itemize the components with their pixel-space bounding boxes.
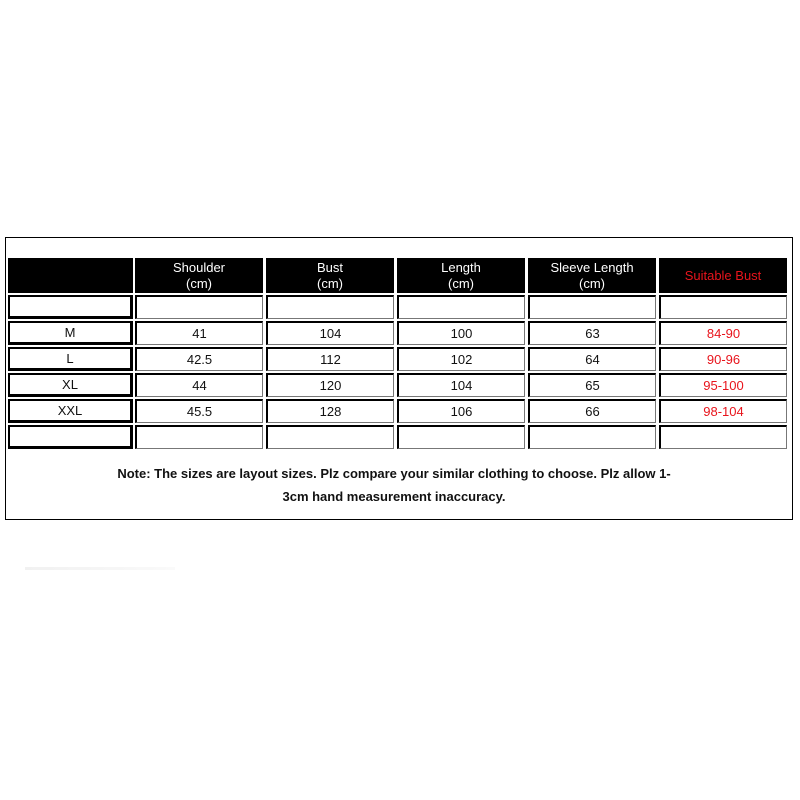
table-cell — [397, 373, 525, 397]
size-label: XXL — [57, 402, 83, 418]
cell-value: 104 — [319, 325, 342, 341]
size-label: XL — [62, 376, 78, 392]
cell-value: 98-104 — [703, 403, 744, 419]
table-cell — [397, 347, 525, 371]
size-note — [0, 462, 788, 508]
table-cell — [528, 399, 656, 423]
table-cell — [135, 399, 263, 423]
table-cell — [528, 373, 656, 397]
size-note-line-1: Note: The sizes are layout sizes. Plz compare your similar clothing to choose. Plz allow 1- — [117, 466, 671, 481]
cell-value: 45.5 — [186, 403, 213, 419]
table-cell — [266, 347, 394, 371]
table-cell — [659, 295, 787, 319]
cell-value: 90-96 — [706, 351, 741, 367]
header-cell — [266, 258, 394, 293]
size-label: M — [64, 324, 76, 340]
table-cell — [659, 399, 787, 423]
header-cell-label: Shoulder (cm) — [172, 259, 226, 291]
size-label-cell — [8, 347, 133, 371]
size-label: L — [66, 350, 74, 366]
cell-value: 42.5 — [186, 351, 213, 367]
table-cell — [528, 295, 656, 319]
table-cell — [266, 425, 394, 449]
table-cell — [266, 373, 394, 397]
size-label-cell — [8, 425, 133, 449]
cell-value: 65 — [585, 377, 600, 393]
size-label-cell — [8, 295, 133, 319]
cell-value: 44 — [192, 377, 207, 393]
cell-value: 66 — [585, 403, 600, 419]
table-cell — [528, 425, 656, 449]
table-cell — [135, 373, 263, 397]
table-cell — [528, 321, 656, 345]
cell-value: 84-90 — [706, 325, 741, 341]
size-label-cell — [8, 373, 133, 397]
cell-value: 64 — [585, 351, 600, 367]
cell-value: 63 — [585, 325, 600, 341]
header-cell-blank — [8, 258, 133, 293]
table-cell — [659, 321, 787, 345]
table-cell — [266, 399, 394, 423]
header-cell — [528, 258, 656, 293]
cell-value: 41 — [192, 325, 207, 341]
cell-value: 100 — [450, 325, 473, 341]
header-cell — [135, 258, 263, 293]
header-cell-label: Length (cm) — [441, 259, 481, 291]
cell-value: 128 — [319, 403, 342, 419]
table-cell — [397, 399, 525, 423]
table-cell — [135, 347, 263, 371]
header-cell-label: Sleeve Length (cm) — [550, 259, 634, 291]
table-cell — [528, 347, 656, 371]
table-cell — [135, 321, 263, 345]
cell-value: 106 — [450, 403, 473, 419]
cell-value: 104 — [450, 377, 473, 393]
size-label-cell — [8, 399, 133, 423]
table-cell — [659, 425, 787, 449]
table-cell — [397, 425, 525, 449]
table-cell — [659, 373, 787, 397]
header-cell — [397, 258, 525, 293]
faint-smudge — [25, 567, 175, 570]
table-cell — [135, 425, 263, 449]
header-cell-label: Bust (cm) — [316, 259, 343, 291]
table-cell — [266, 321, 394, 345]
table-cell — [659, 347, 787, 371]
header-cell-label: Suitable Bust — [684, 267, 762, 283]
size-label-cell — [8, 321, 133, 345]
table-cell — [397, 295, 525, 319]
cell-value: 95-100 — [703, 377, 744, 393]
cell-value: 112 — [320, 351, 341, 367]
header-cell — [659, 258, 787, 293]
table-cell — [266, 295, 394, 319]
table-cell — [397, 321, 525, 345]
cell-value: 102 — [450, 351, 473, 367]
table-cell — [135, 295, 263, 319]
size-note-line-2: 3cm hand measurement inaccuracy. — [282, 489, 506, 504]
cell-value: 120 — [319, 377, 342, 393]
